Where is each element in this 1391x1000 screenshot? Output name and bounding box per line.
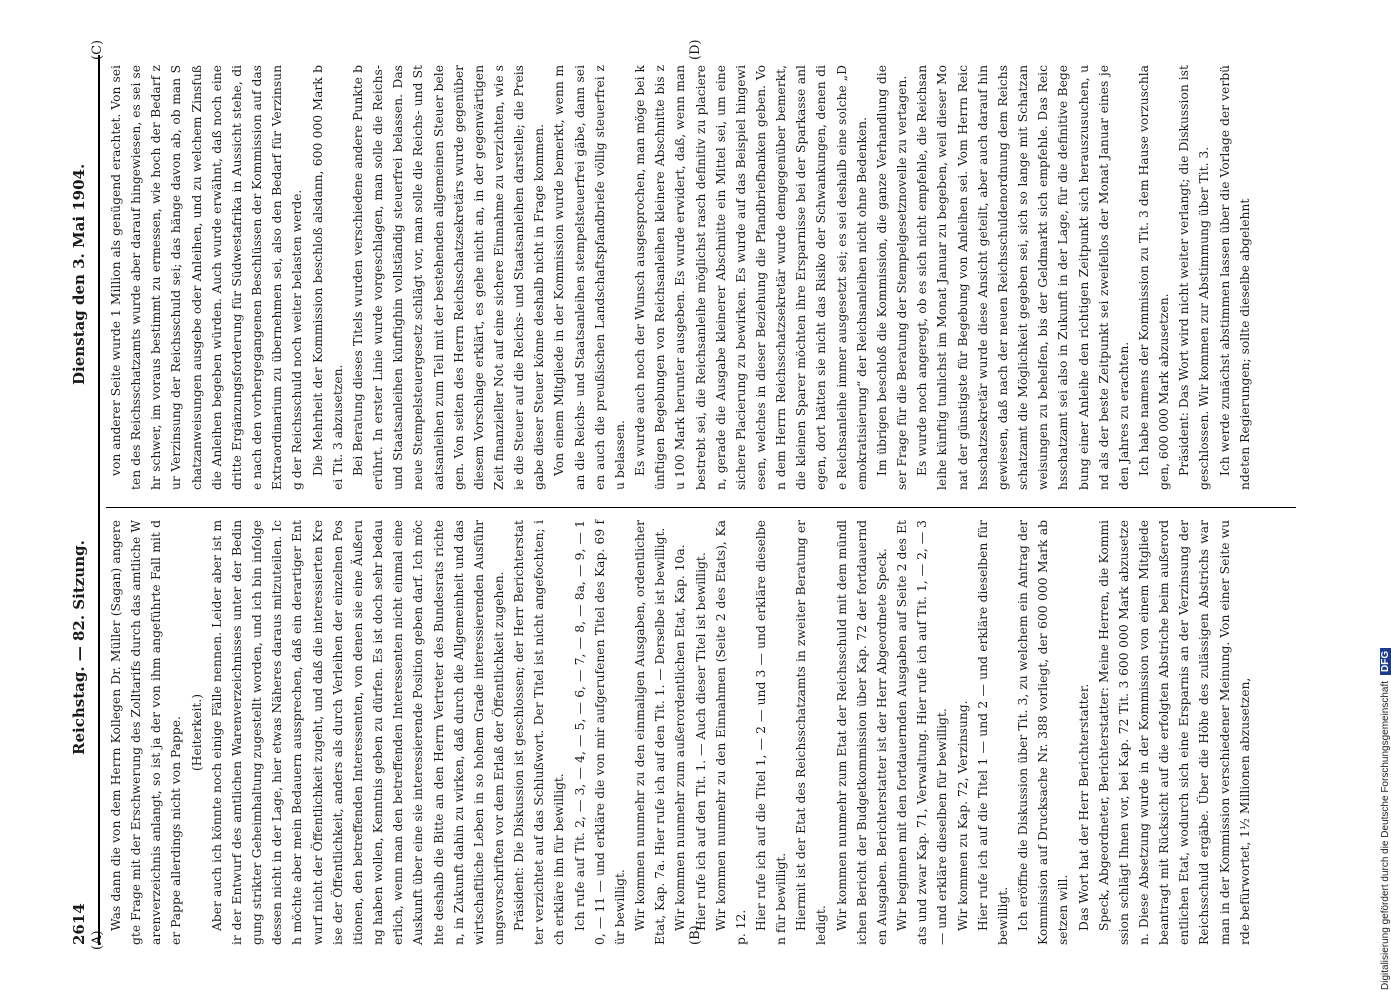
header-rule (98, 55, 100, 945)
paragraph: Präsident: Das Wort wird nicht weiter verlangt; die Diskussion ist geschlossen. Wir kommen zur Abstimmung über Tit. 3. (1177, 65, 1212, 490)
text-column-right (106, 65, 1252, 490)
margin-mark-b: (B) (688, 925, 703, 945)
paragraph: Präsident: Die Diskussion ist geschlossen; der Herr Berichterstatter verzichtet auf das Schlußwort. Der Titel ist nicht angefochten; ich erkläre ihn für bewilligt. (512, 520, 567, 945)
paragraph: Hier rufe ich auf den Tit. 1. — Auch dieser Titel ist bewilligt. (693, 552, 708, 931)
paragraph: Bei Beratung dieses Titels wurden verschiedene andere Punkte berührt. In erster Linie wurde vorgeschlagen, man solle die Reichs- und Staatsanleihen künftighin vollständig steuerfrei belassen. Das neue Stempelsteuergesetz schlägt vor, man solle die Reichs- und Staatsanleihen zum Teil mit der bestehenden allgemeinen Steuer belegen. Von seiten des Herrn Reichsschatzsekretärs wurde gegenüber diesem Vorschlage erklärt, es gehe nicht an, in der gegenwärtigen Zeit finanzieller Not auf eine sichere Einnahme zu verzichten, wie sie die Steuer auf die Reichs- und Staatsanleihen darstelle; die Preisgabe dieser Steuer könne deshalb nicht in Frage kommen. (350, 65, 547, 490)
paragraph: Wir beginnen mit den fortdauernden Ausgaben auf Seite 2 des Etats und zwar Kap. 71, Verwaltung. Hier rufe ich auf Tit. 1, — 2, — 3 — und erkläre dieselben für bewilligt. (895, 520, 950, 945)
dfg-logo: DFG (1380, 648, 1391, 675)
rotated-page (70, 55, 1285, 945)
paragraph: Im übrigen beschloß die Kommission, die ganze Verhandlung dieser Frage für die Beratung der Stempelgesetznovelle zu vertagen. (874, 65, 910, 490)
paragraph: von anderer Seite wurde 1 Million als genügend erachtet. Von seiten des Reichsschatzamts wurde aber darauf hingewiesen, es sei sehr schwer, im voraus bestimmt zu ermessen, wie hoch der Bedarf zur Verzinsung der Reichsschuld sei; das hänge davon ab, ob man Schatzanweisungen ausgebe oder Anleihen, und zu welchem Zinsfuß die Anleihen begeben würden. Auch wurde erwähnt, daß noch eine dritte Ergänzungsforderung für Südwestafrika in Aussicht stehe, die nach den vorhergegangenen Beschlüssen der Kommission auf das Extraordinarium zu übernehmen sei, also den Bedarf für Verzinsung der Reichsschuld noch weiter belasten werde. (109, 65, 305, 490)
paragraph: Das Wort hat der Herr Berichterstatter. (1076, 683, 1091, 931)
margin-mark-d: (D) (688, 39, 703, 60)
column-divider (106, 507, 1296, 508)
paragraph: Es wurde noch angeregt, ob es sich nicht empfehle, die Reichsanleihe künftig tunlichst im Monat Januar zu begeben, weil dieser Monat der günstigste für Begebung von Anleihen sei. Vom Herrn Reichsschatzsekretär wurde diese Ansicht geteilt, aber auch darauf hingewiesen, daß nach der neuen Reichsschuldenordnung dem Reichsschatzamt die Möglichkeit gegeben sei, sich so lange mit Schatzanweisungen zu behelfen, bis der Geldmarkt sich empfehle. Das Reichsschatzamt sei also in Zukunft in der Lage, für die definitive Begebung einer Anleihe den richtigen Zeitpunkt sich herauszusuchen, und als der beste Zeitpunkt sei zweifellos der Monat Januar eines jeden Jahres zu erachten. (915, 65, 1131, 490)
paragraph: Ich rufe auf Tit. 2, — 3, — 4, — 5, — 6, — 7, — 8, — 8a, — 9, — 10, — 11 — und erkläre die von mir aufgerufenen Titel des Kap. 69 für bewilligt. (572, 520, 627, 945)
session-date: Dienstag den 3. Mai 1904. (70, 163, 88, 385)
digitization-note (1380, 0, 1391, 990)
paragraph: Ich werde zunächst abstimmen lassen über die Vorlage der verbündeten Regierungen; sollte dieselbe abgelehnt (1217, 65, 1252, 490)
paragraph: Hier rufe ich auf die Titel 1 — und 2 — und erkläre dieselben für bewilligt. (975, 520, 1010, 945)
paragraph: Ich eröffne die Diskussion über Tit. 3, zu welchem ein Antrag der Kommission auf Drucksache Nr. 388 vorliegt, der 600 000 Mark absetzen will. (1016, 520, 1071, 945)
page-number: 2614 (70, 903, 88, 945)
paragraph: Wir kommen nunmehr zum Etat der Reichsschuld mit dem mündlichen Bericht der Budgetkommission über Kap. 72 der fortdauernden Ausgaben. Berichterstatter ist der Herr Abgeordnete Speck. (834, 520, 889, 945)
paragraph: Die Mehrheit der Kommission beschloß alsdann, 600 000 Mark bei Tit. 3 abzusetzen. (310, 65, 345, 490)
margin-mark-c: (C) (90, 39, 105, 60)
paragraph: Hier rufe ich auf die Titel 1, — 2 — und 3 — und erkläre dieselben für bewilligt. (754, 520, 789, 945)
text-column-left (106, 520, 1252, 945)
session-title: Reichstag. — 82. Sitzung. (70, 540, 88, 755)
paragraph: Wir kommen nunmehr zu den einmaligen Ausgaben, ordentlicher Etat, Kap. 7a. Hier rufe ich auf den Tit. 1. — Derselbe ist bewilligt. (633, 520, 668, 945)
paragraph: Ich habe namens der Kommission zu Tit. 3 dem Hause vorzuschlagen, 600 000 Mark abzusetzen. (1136, 65, 1172, 490)
paragraph: (Heiterkeit.) (189, 693, 204, 772)
running-header (70, 55, 96, 945)
paragraph: Es wurde auch noch der Wunsch ausgesprochen, man möge bei künftigen Begebungen von Reichsanleihen kleinere Abschnitte bis zu 100 Mark herunter ausgeben. Es wurde erwidert, daß, wenn man bestrebt sei, die Reichsanleihe möglichst rasch definitiv zu placieren, gerade die Ausgabe kleinerer Abschnitte ein Mittel sei, um eine sichere Placierung zu bewirken. Es wurde auf das Beispiel hingewiesen, welches in dieser Beziehung die Pfandbriefbanken geben. Von dem Herrn Reichsschatzsekretär wurde demgegenüber bemerkt, die kleinen Sparer möchten ihre Ersparnisse bei der Sparkasse anlegen, dort hätten sie nicht das Risiko der Schwankungen, denen die Reichsanleihe immer ausgesetzt sei; es sei deshalb eine solche „Demokratisierung“ der Reichsanleihen nicht ohne Bedenken. (633, 65, 869, 490)
paragraph: Wir kommen nunmehr zum außerordentlichen Etat, Kap. 10a. (673, 544, 688, 931)
paragraph: Was dann die von dem Herrn Kollegen Dr. Müller (Sagan) angeregte Frage mit der Erschwerung des Zolltarifs durch das amtliche Warenverzeichnis anlangt, so ist ja der von ihm angeführte Fall mit der Pappe allerdings nicht von Pappe. (109, 520, 184, 945)
paragraph: Wir kommen zu Kap. 72, Verzinsung. (955, 700, 970, 931)
paragraph: Hiermit ist der Etat des Reichsschatzamts in zweiter Beratung erledigt. (794, 520, 829, 945)
paragraph: Speck, Abgeordneter, Berichterstatter: Meine Herren, die Kommission schlägt Ihnen vor, bei Kap. 72 Tit. 3 600 000 Mark abzusetzen. Diese Absetzung wurde in der Kommission von einem Mitgliede beantragt mit Rücksicht auf die erfolgten Abstriche beim außerordentlichen Etat, wodurch sich eine Ersparnis an der Verzinsung der Reichsschuld ergäbe. Über die Höhe des zulässigen Abstrichs war man in der Kommission verschiedener Meinung. Von einer Seite wurde befürwortet, 1½ Millionen abzusetzen, (1096, 520, 1252, 945)
paragraph: Wir kommen nunmehr zu den Einnahmen (Seite 2 des Etats), Kap. 12. (713, 520, 748, 945)
paragraph: Aber auch ich könnte noch einige Fälle nennen. Leider aber ist mir der Entwurf des amtlichen Warenverzeichnisses unter der Bedingung strikter Geheimhaltung zugestellt worden, und ich bin infolgedessen nicht in der Lage, hier etwas Näheres daraus mitzuteilen. Ich möchte aber mein Bedauern aussprechen, daß ein derartiger Entwurf nicht der Öffentlichkeit zugeht, und daß die interessierten Kreise der Öffentlichkeit, anders als durch Verleihen der einzelnen Positionen, den betreffenden Interessenten, von denen sie eine Äußerung haben wollen, Kenntnis geben zu dürfen. Es ist doch sehr bedauerlich, wenn man den betreffenden Interessenten nicht einmal eine Auskunft über eine sie interessierende Position geben darf. Ich möchte deshalb die Bitte an den Herrn Vertreter des Bundesrats richten, in Zukunft dahin zu wirken, daß durch die Allgemeinheit und das wirtschaftliche Leben in so hohem Grade interessierenden Ausführungsvorschriften vor dem Erlaß der Öffentlichkeit zugehen. (209, 520, 506, 945)
digitization-text: Digitalisierung gefördert durch die Deutsche Forschungsgemeinschaft (1380, 680, 1391, 990)
margin-mark-a: (A) (90, 930, 105, 950)
paragraph: Von einem Mitgliede in der Kommission wurde bemerkt, wenn man die Reichs- und Staatsanleihen stempelsteuerfrei gäbe, dann seien auch die preußischen Landschaftspfandbriefe völlig steuerfrei zu belassen. (552, 65, 627, 490)
